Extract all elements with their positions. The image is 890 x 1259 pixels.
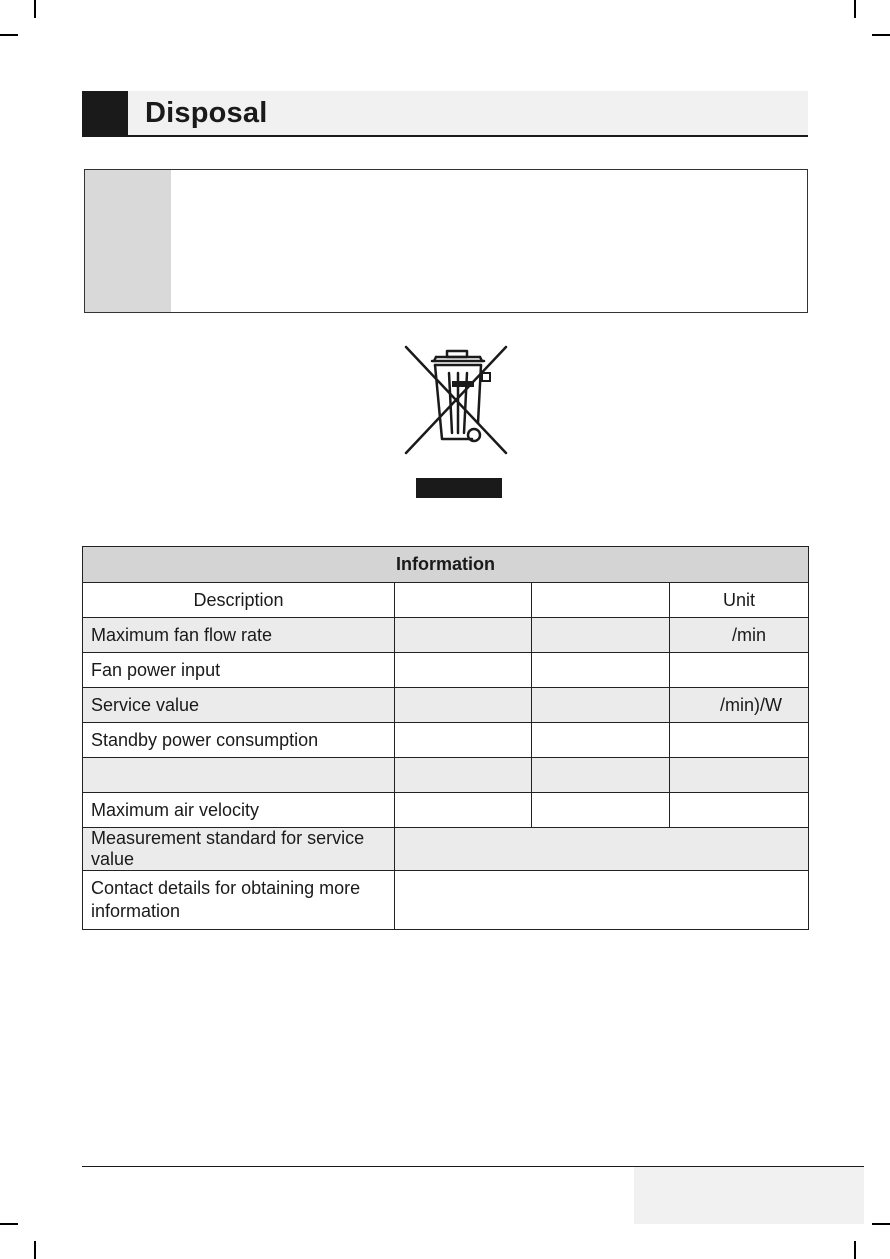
row-label: Fan power input bbox=[83, 653, 395, 688]
row-value bbox=[395, 653, 532, 688]
contact-details-label: Contact details for obtaining more information bbox=[83, 871, 395, 930]
notice-box bbox=[84, 169, 808, 313]
column-header-2 bbox=[395, 583, 532, 618]
contact-details-value bbox=[395, 871, 809, 930]
crop-mark bbox=[0, 1223, 18, 1225]
column-header-row bbox=[83, 583, 809, 618]
row-value bbox=[395, 723, 532, 758]
crop-mark bbox=[0, 34, 18, 36]
crop-mark bbox=[854, 1241, 856, 1259]
row-unit bbox=[670, 653, 809, 688]
row-unit bbox=[670, 793, 809, 828]
row-label bbox=[83, 758, 395, 793]
row-label: Service value bbox=[83, 688, 395, 723]
row-value bbox=[532, 758, 670, 793]
row-value bbox=[395, 688, 532, 723]
crop-mark bbox=[34, 1241, 36, 1259]
measurement-standard-label: Measurement standard for service value bbox=[83, 828, 395, 871]
table-row bbox=[83, 688, 809, 723]
table-row bbox=[83, 618, 809, 653]
row-value bbox=[395, 758, 532, 793]
column-header-3 bbox=[532, 583, 670, 618]
crop-mark bbox=[872, 34, 890, 36]
column-header-description: Description bbox=[83, 583, 395, 618]
table-row bbox=[83, 758, 809, 793]
section-header bbox=[82, 91, 808, 137]
crop-mark bbox=[34, 0, 36, 18]
row-label: Standby power consumption bbox=[83, 723, 395, 758]
crossed-bin-icon bbox=[402, 343, 510, 457]
section-number-block bbox=[82, 91, 128, 135]
row-unit: /min bbox=[670, 618, 809, 653]
crop-mark bbox=[872, 1223, 890, 1225]
table-row bbox=[83, 793, 809, 828]
notice-icon-panel bbox=[85, 170, 171, 312]
column-header-unit: Unit bbox=[670, 583, 809, 618]
table-row bbox=[83, 723, 809, 758]
row-value bbox=[532, 618, 670, 653]
row-value bbox=[532, 688, 670, 723]
row-label: Maximum fan flow rate bbox=[83, 618, 395, 653]
row-value bbox=[532, 653, 670, 688]
information-table bbox=[82, 546, 809, 930]
weee-bar bbox=[416, 478, 502, 498]
row-value bbox=[532, 723, 670, 758]
measurement-standard-value bbox=[395, 828, 809, 871]
row-unit: /min)/W bbox=[670, 688, 809, 723]
row-value bbox=[532, 793, 670, 828]
table-header: Information bbox=[83, 547, 809, 583]
row-unit bbox=[670, 723, 809, 758]
footer-box bbox=[634, 1167, 864, 1224]
table-row bbox=[83, 653, 809, 688]
section-title: Disposal bbox=[145, 97, 268, 129]
table-row bbox=[83, 871, 809, 930]
row-label: Maximum air velocity bbox=[83, 793, 395, 828]
table-row bbox=[83, 828, 809, 871]
row-value bbox=[395, 793, 532, 828]
crop-mark bbox=[854, 0, 856, 18]
row-unit bbox=[670, 758, 809, 793]
row-value bbox=[395, 618, 532, 653]
